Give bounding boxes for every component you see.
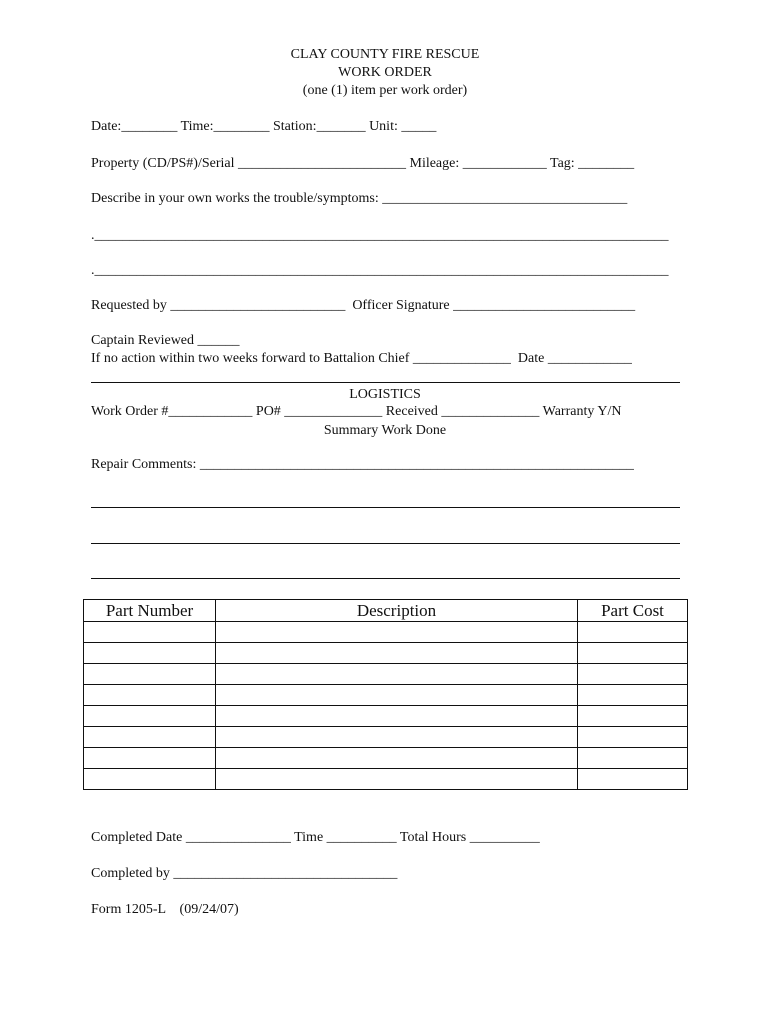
part-number-cell[interactable]: [84, 727, 216, 748]
form-id: Form 1205-L (09/24/07): [91, 902, 239, 917]
part-cost-header: Part Cost: [578, 600, 688, 622]
part-number-cell[interactable]: [84, 622, 216, 643]
table-row: [84, 727, 688, 748]
part-number-cell[interactable]: [84, 748, 216, 769]
description-cell[interactable]: [216, 769, 578, 790]
repair-comments-row[interactable]: Repair Comments: ______________________________________________________________: [91, 457, 634, 472]
table-row: [84, 664, 688, 685]
description-cell[interactable]: [216, 685, 578, 706]
org-name: CLAY COUNTY FIRE RESCUE: [290, 47, 480, 62]
part-cost-cell[interactable]: [578, 685, 688, 706]
table-row: [84, 706, 688, 727]
summary-work-done-heading: Summary Work Done: [323, 423, 447, 438]
description-cell[interactable]: [216, 664, 578, 685]
description-cell[interactable]: [216, 622, 578, 643]
part-number-cell[interactable]: [84, 643, 216, 664]
logistics-row[interactable]: Work Order #____________ PO# ______________ Received ______________ Warranty Y/N: [91, 404, 622, 419]
describe-trouble-row[interactable]: Describe in your own works the trouble/symptoms: ___________________________________: [91, 191, 628, 206]
parts-table-header: [84, 600, 688, 622]
part-number-cell[interactable]: [84, 769, 216, 790]
description-cell[interactable]: [216, 727, 578, 748]
table-row: [84, 643, 688, 664]
part-cost-cell[interactable]: [578, 643, 688, 664]
part-cost-cell[interactable]: [578, 706, 688, 727]
table-row: [84, 622, 688, 643]
comment-line-1[interactable]: [91, 507, 680, 508]
table-row: [84, 769, 688, 790]
description-cell[interactable]: [216, 748, 578, 769]
comment-line-3[interactable]: [91, 578, 680, 579]
part-cost-cell[interactable]: [578, 664, 688, 685]
description-header: Description: [216, 600, 578, 622]
part-cost-cell[interactable]: [578, 622, 688, 643]
description-cell[interactable]: [216, 643, 578, 664]
date-time-station-unit-row[interactable]: Date:________ Time:________ Station:_______ Unit: _____: [91, 119, 437, 134]
completed-date-time-hours-row[interactable]: Completed Date _______________ Time __________ Total Hours __________: [91, 830, 540, 845]
captain-reviewed-row[interactable]: Captain Reviewed ______: [91, 333, 240, 348]
part-cost-cell[interactable]: [578, 769, 688, 790]
parts-table: [83, 599, 688, 790]
description-cell[interactable]: [216, 706, 578, 727]
form-title: WORK ORDER: [338, 65, 432, 80]
form-subtitle: (one (1) item per work order): [302, 83, 468, 98]
part-cost-cell[interactable]: [578, 727, 688, 748]
logistics-heading: LOGISTICS: [349, 387, 421, 402]
battalion-chief-row[interactable]: If no action within two weeks forward to Battalion Chief ______________ Date ____________: [91, 351, 632, 366]
property-mileage-tag-row[interactable]: Property (CD/PS#)/Serial ________________________ Mileage: ____________ Tag: ________: [91, 156, 635, 171]
trouble-blank-line-2[interactable]: .__________________________________________________________________________________: [91, 263, 669, 278]
table-row: [84, 748, 688, 769]
comment-line-2[interactable]: [91, 543, 680, 544]
completed-by-row[interactable]: Completed by ________________________________: [91, 866, 398, 881]
section-divider: [91, 382, 680, 383]
part-number-cell[interactable]: [84, 685, 216, 706]
table-row: [84, 685, 688, 706]
trouble-blank-line-1[interactable]: .__________________________________________________________________________________: [91, 228, 669, 243]
requested-signature-row[interactable]: Requested by _________________________ Officer Signature __________________________: [91, 298, 636, 313]
part-number-cell[interactable]: [84, 706, 216, 727]
part-number-cell[interactable]: [84, 664, 216, 685]
part-cost-cell[interactable]: [578, 748, 688, 769]
part-number-header: Part Number: [84, 600, 216, 622]
